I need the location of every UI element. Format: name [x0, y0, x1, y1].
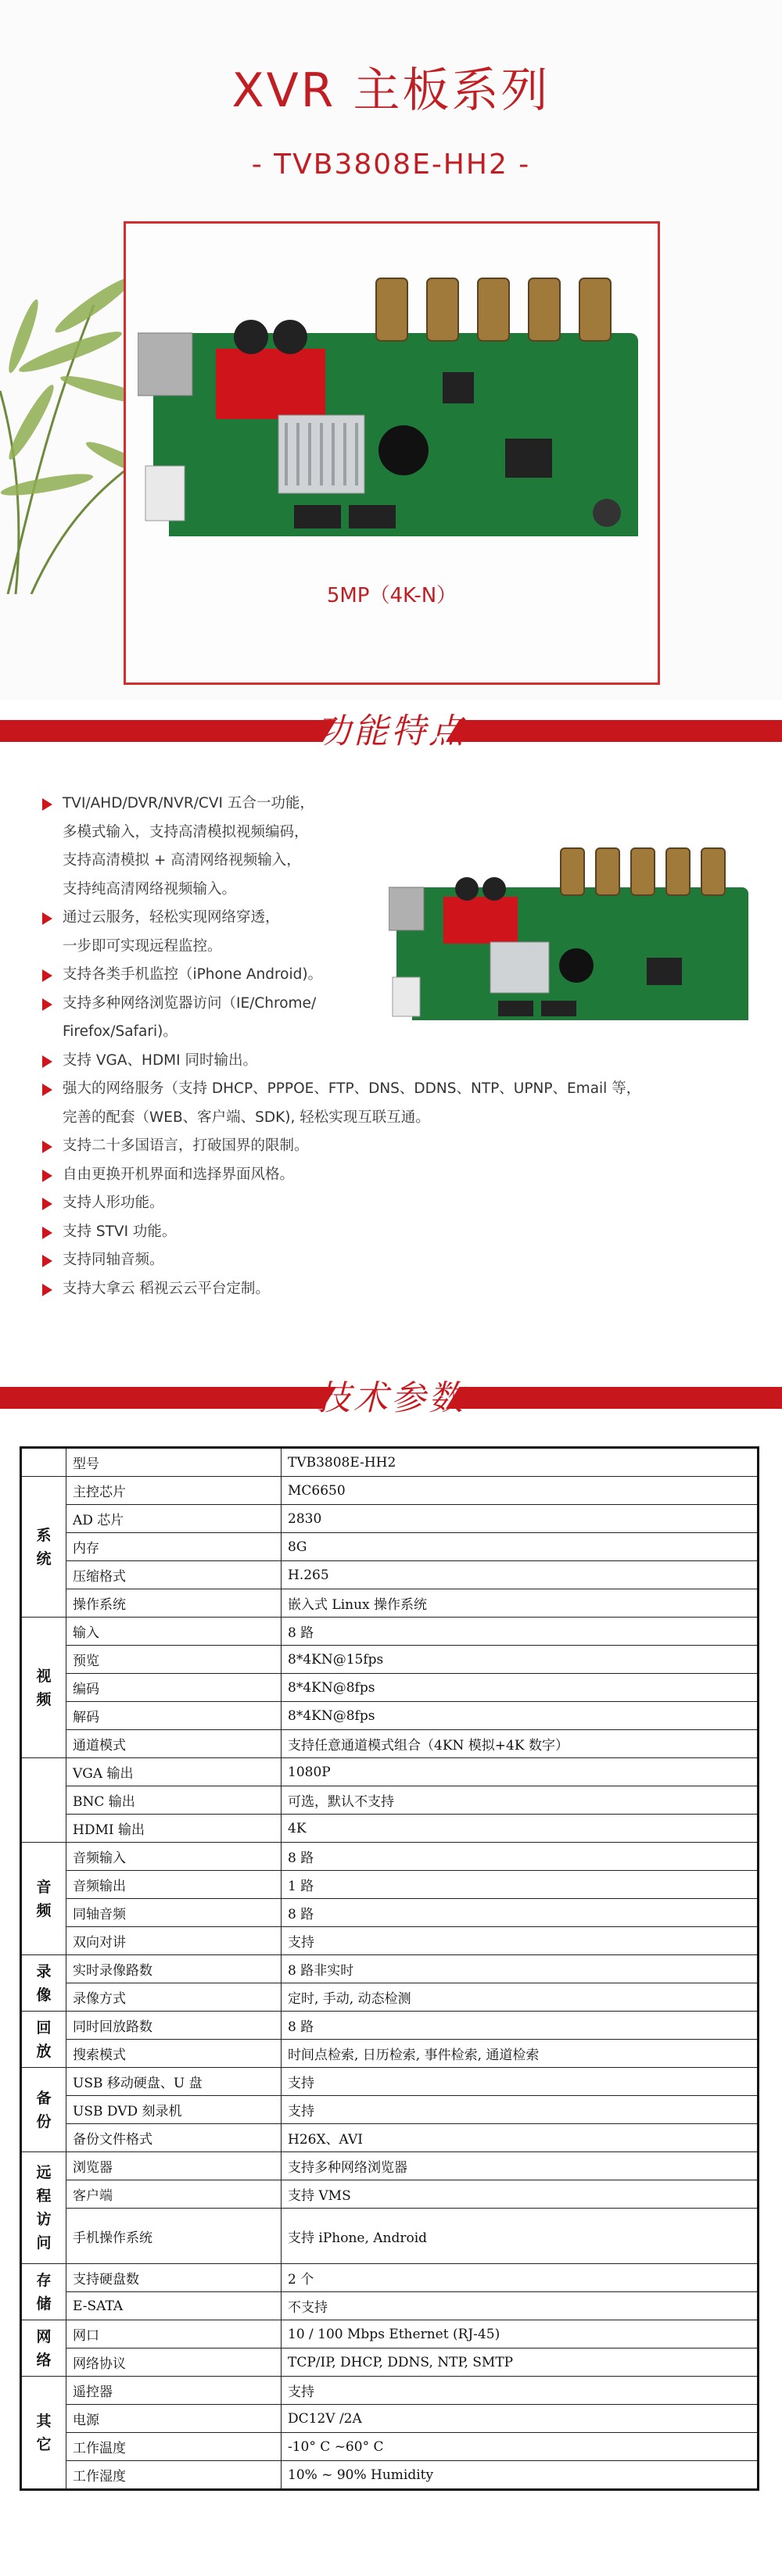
table-row: [21, 1843, 759, 1871]
spec-category: [21, 1758, 66, 1843]
feature-text: 支持高清模拟 + 高清网络视频输入，: [63, 852, 301, 869]
spec-label: 支持硬盘数: [66, 2264, 282, 2292]
bullet-triangle-icon: [42, 798, 52, 811]
spec-value: 10% ~ 90% Humidity: [282, 2461, 759, 2490]
spec-label: 工作温度: [66, 2433, 282, 2461]
spec-value: 1080P: [282, 1758, 759, 1786]
spec-value: 2 个: [282, 2264, 759, 2292]
spec-label: 主控芯片: [66, 1477, 282, 1505]
table-row: [21, 2320, 759, 2348]
table-row: [21, 1448, 759, 1477]
table-row: [21, 2096, 759, 2124]
feature-item: [39, 1218, 743, 1247]
feature-text: 一步即可实现远程监控。: [63, 937, 222, 955]
feature-text: 支持纯高清网络视频输入。: [63, 880, 237, 897]
feature-text: 支持各类手机监控（iPhone Android)。: [63, 966, 323, 983]
spec-label: 备份文件格式: [66, 2124, 282, 2152]
feature-item: [39, 1047, 743, 1076]
specs-heading: 技术参数: [316, 1378, 466, 1418]
spec-label: 录像方式: [66, 1983, 282, 2012]
spec-category: [21, 2264, 66, 2320]
spec-label: 音频输出: [66, 1871, 282, 1899]
spec-value: 时间点检索, 日历检索, 事件检索, 通道检索: [282, 2040, 759, 2068]
spec-value: 支持: [282, 2377, 759, 2405]
spec-category: [21, 2320, 66, 2377]
spec-label: 压缩格式: [66, 1561, 282, 1589]
spec-value: 支持任意通道模式组合（4KN 模拟+4K 数字）: [282, 1730, 759, 1758]
pcb-board-image: [138, 255, 646, 568]
table-row: [21, 1983, 759, 2012]
spec-value: 不支持: [282, 2292, 759, 2320]
spec-label: 编码: [66, 1674, 282, 1702]
spec-category: [21, 2068, 66, 2152]
table-row: [21, 1589, 759, 1618]
spec-label: AD 芯片: [66, 1505, 282, 1533]
resolution-caption: 5MP（4K-N）: [326, 584, 457, 607]
spec-label: 工作湿度: [66, 2461, 282, 2490]
table-row: [21, 1758, 759, 1786]
spec-table: [20, 1446, 759, 2491]
table-row: [21, 1899, 759, 1927]
feature-text: 支持 VGA、HDMI 同时输出。: [63, 1052, 257, 1069]
spec-label: HDMI 输出: [66, 1815, 282, 1843]
feature-text: 自由更换开机界面和选择界面风格。: [63, 1166, 295, 1183]
feature-item: [39, 1189, 743, 1218]
table-row: [21, 2461, 759, 2490]
spec-value: 8*4KN@8fps: [282, 1674, 759, 1702]
feature-text: 支持二十多国语言，打破国界的限制。: [63, 1138, 309, 1154]
spec-label: VGA 输出: [66, 1758, 282, 1786]
bullet-triangle-icon: [42, 1055, 52, 1068]
feature-text: 支持 STVI 功能。: [63, 1223, 177, 1240]
spec-value: 嵌入式 Linux 操作系统: [282, 1589, 759, 1618]
spec-value: 支持 iPhone, Android: [282, 2209, 759, 2264]
table-row: [21, 2152, 759, 2180]
spec-label: 预览: [66, 1646, 282, 1674]
table-row: [21, 2377, 759, 2405]
spec-category: [21, 1448, 66, 1477]
spec-category: [21, 1477, 66, 1618]
spec-label: 内存: [66, 1533, 282, 1561]
pcb-board-image-small: [389, 840, 756, 1028]
bullet-triangle-icon: [42, 1284, 52, 1296]
table-row: [21, 2433, 759, 2461]
feature-item: [39, 1161, 743, 1190]
feature-text: TVI/AHD/DVR/NVR/CVI 五合一功能，: [63, 795, 314, 811]
spec-category-label: 回放: [36, 2019, 52, 2060]
table-row: [21, 2209, 759, 2264]
spec-value: 8*4KN@15fps: [282, 1646, 759, 1674]
table-row: [21, 1815, 759, 1843]
spec-label: 实时录像路数: [66, 1955, 282, 1983]
bullet-triangle-icon: [42, 1198, 52, 1210]
table-row: [21, 2180, 759, 2209]
spec-category-label: 其它: [36, 2412, 52, 2453]
table-row: [21, 2405, 759, 2433]
spec-label: 输入: [66, 1618, 282, 1646]
spec-category-label: 远程访问: [36, 2164, 52, 2252]
spec-label: USB DVD 刻录机: [66, 2096, 282, 2124]
spec-category-label: 备份: [36, 2089, 52, 2130]
spec-label: 浏览器: [66, 2152, 282, 2180]
features-banner: [0, 700, 782, 762]
feature-text: 支持人形功能。: [63, 1195, 164, 1211]
spec-value: 8*4KN@8fps: [282, 1702, 759, 1730]
spec-value: 定时, 手动, 动态检测: [282, 1983, 759, 2012]
spec-category-label: 系统: [36, 1526, 52, 1567]
spec-value: MC6650: [282, 1477, 759, 1505]
bullet-triangle-icon: [42, 998, 52, 1011]
bullet-triangle-icon: [42, 1141, 52, 1153]
spec-value: 8G: [282, 1533, 759, 1561]
table-row: [21, 2040, 759, 2068]
spec-category-label: 视频: [36, 1667, 52, 1708]
spec-value: 8 路非实时: [282, 1955, 759, 1983]
feature-text: 支持同轴音频。: [63, 1252, 164, 1268]
table-row: [21, 1618, 759, 1646]
hero-section: [0, 0, 782, 700]
feature-text: 支持大拿云 稻视云云平台定制。: [63, 1280, 270, 1297]
table-row: [21, 2348, 759, 2377]
spec-label: 同时回放路数: [66, 2012, 282, 2040]
table-row: [21, 1646, 759, 1674]
spec-label: 客户端: [66, 2180, 282, 2209]
feature-text: 支持多种网络浏览器访问（IE/Chrome/: [63, 994, 317, 1012]
spec-value: 8 路: [282, 1843, 759, 1871]
specs-banner: [0, 1367, 782, 1429]
spec-category-label: 音频: [36, 1878, 52, 1919]
spec-value: DC12V /2A: [282, 2405, 759, 2433]
bullet-triangle-icon: [42, 969, 52, 982]
spec-label: USB 移动硬盘、U 盘: [66, 2068, 282, 2096]
table-row: [21, 1786, 759, 1815]
features-heading: 功能特点: [316, 711, 466, 751]
spec-category: [21, 2012, 66, 2068]
feature-item: [39, 1275, 743, 1304]
spec-label: 网口: [66, 2320, 282, 2348]
feature-text: Firefox/Safari)。: [63, 1023, 178, 1040]
spec-value: 支持多种网络浏览器: [282, 2152, 759, 2180]
spec-value: 8 路: [282, 1899, 759, 1927]
table-row: [21, 2068, 759, 2096]
spec-label: BNC 输出: [66, 1786, 282, 1815]
table-row: [21, 1505, 759, 1533]
feature-text: 强大的网络服务（支持 DHCP、PPPOE、FTP、DNS、DDNS、NTP、UPNP、Email 等，: [63, 1080, 641, 1097]
bullet-triangle-icon: [42, 1170, 52, 1182]
spec-value: 10 / 100 Mbps Ethernet (RJ-45): [282, 2320, 759, 2348]
spec-value: H.265: [282, 1561, 759, 1589]
spec-category: [21, 1843, 66, 1955]
spec-label: 网络协议: [66, 2348, 282, 2377]
bullet-triangle-icon: [42, 1227, 52, 1239]
spec-value: 4K: [282, 1815, 759, 1843]
table-row: [21, 1477, 759, 1505]
spec-category-label: 网络: [36, 2327, 52, 2369]
spec-label: 电源: [66, 2405, 282, 2433]
page-title: XVR 主板系列: [231, 63, 551, 118]
bullet-triangle-icon: [42, 1255, 52, 1267]
table-row: [21, 2012, 759, 2040]
bullet-triangle-icon: [42, 1084, 52, 1096]
spec-value: TVB3808E-HH2: [282, 1448, 759, 1477]
table-row: [21, 1533, 759, 1561]
feature-text: 完善的配套（WEB、客户端、SDK), 轻松实现互联互通。: [63, 1109, 430, 1126]
feature-item: [39, 1246, 743, 1275]
spec-value: -10° C ~60° C: [282, 2433, 759, 2461]
table-row: [21, 1955, 759, 1983]
table-row: [21, 2264, 759, 2292]
spec-label: E-SATA: [66, 2292, 282, 2320]
spec-label: 遥控器: [66, 2377, 282, 2405]
feature-text: 多模式输入，支持高清模拟视频编码，: [63, 823, 309, 840]
spec-value: 8 路: [282, 2012, 759, 2040]
spec-label: 音频输入: [66, 1843, 282, 1871]
spec-category: [21, 1618, 66, 1758]
table-row: [21, 1927, 759, 1955]
spec-category: [21, 2152, 66, 2264]
product-photo-frame: [124, 221, 660, 685]
spec-label: 解码: [66, 1702, 282, 1730]
spec-value: 支持: [282, 2068, 759, 2096]
spec-label: 通道模式: [66, 1730, 282, 1758]
table-row: [21, 1871, 759, 1899]
spec-label: 手机操作系统: [66, 2209, 282, 2264]
model-subtitle: - TVB3808E-HH2 -: [251, 149, 531, 181]
spec-label: 双向对讲: [66, 1927, 282, 1955]
table-row: [21, 2292, 759, 2320]
spec-label: 操作系统: [66, 1589, 282, 1618]
spec-label: 搜索模式: [66, 2040, 282, 2068]
spec-category-label: 录像: [36, 1962, 52, 2004]
spec-value: 支持 VMS: [282, 2180, 759, 2209]
spec-value: 8 路: [282, 1618, 759, 1646]
table-row: [21, 1702, 759, 1730]
feature-item: [39, 1075, 743, 1132]
table-row: [21, 1561, 759, 1589]
spec-category: [21, 1955, 66, 2012]
spec-category-label: 存储: [36, 2271, 52, 2313]
spec-value: TCP/IP, DHCP, DDNS, NTP, SMTP: [282, 2348, 759, 2377]
spec-value: 2830: [282, 1505, 759, 1533]
table-row: [21, 1730, 759, 1758]
bullet-triangle-icon: [42, 912, 52, 925]
feature-text: 通过云服务，轻松实现网络穿透，: [63, 909, 280, 926]
spec-value: 支持: [282, 1927, 759, 1955]
feature-item: [39, 1132, 743, 1161]
spec-label: 型号: [66, 1448, 282, 1477]
spec-value: 可选，默认不支持: [282, 1786, 759, 1815]
spec-value: 支持: [282, 2096, 759, 2124]
spec-category: [21, 2377, 66, 2490]
table-row: [21, 1674, 759, 1702]
spec-label: 同轴音频: [66, 1899, 282, 1927]
table-row: [21, 2124, 759, 2152]
spec-value: 1 路: [282, 1871, 759, 1899]
spec-value: H26X、AVI: [282, 2124, 759, 2152]
